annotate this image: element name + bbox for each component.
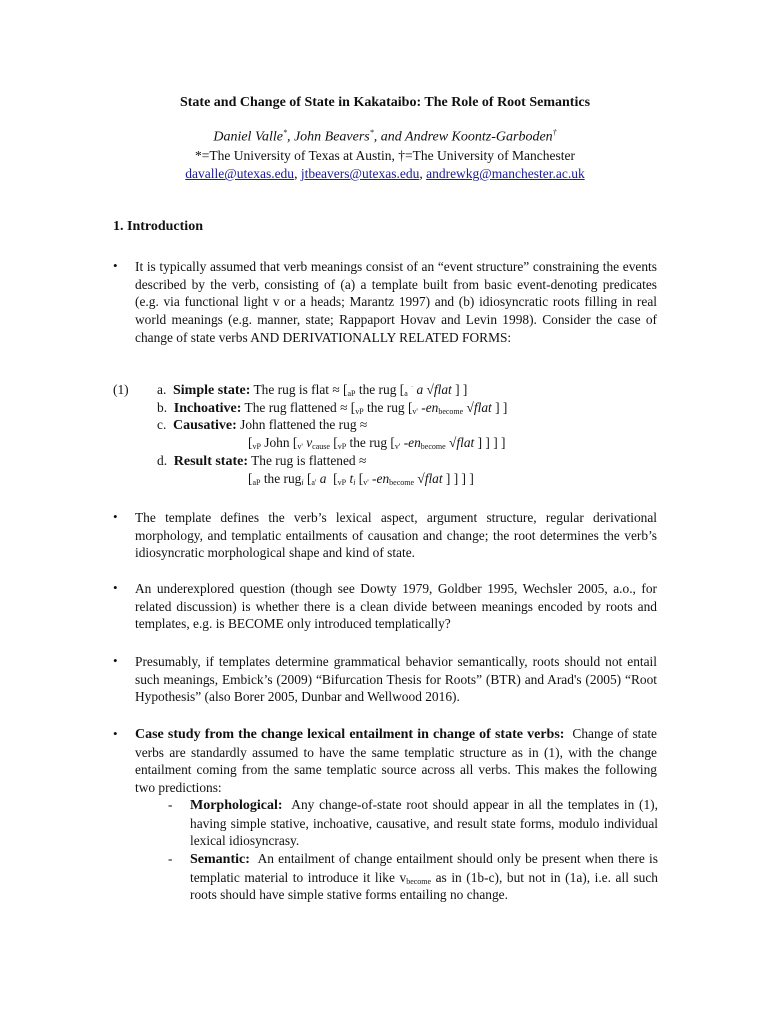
dash-icon: -	[168, 851, 173, 866]
section-heading: 1. Introduction	[113, 219, 203, 234]
example-1c: c. Causative: John flattened the rug ≈	[157, 417, 368, 433]
bullet-paragraph-3: An underexplored question (though see Dowty 1979, Goldber 1995, Wechsler 2005, a.o., for related discussion) is whether there is a clean divide between meanings encoded by roots and templates, e.g. is BECOME only introduced templatically?	[135, 581, 657, 632]
bullet-icon: •	[113, 258, 118, 273]
prediction-semantic: Semantic: An entailment of change entailment should only be present when there is templatic material to introduce it like $v_{become}$ as in (1b-c), but not in (1a), i.e. all such roots should have simple stative forms entailing no change.	[190, 851, 659, 903]
example-1a: a. Simple state: The rug is flat ≈ [$_{aP}$ the rug [$_a$ · a √flat ] ]	[157, 382, 468, 398]
bullet-icon: •	[113, 653, 118, 668]
example-1c-structure: [$_{vP}$ John [$_{v'}$ $v_{cause}$ [$_{vP}$ the rug [$_{v'}$ $-en_{become}$ √flat ] ] ] ]	[248, 435, 506, 451]
bullet-paragraph-1: It is typically assumed that verb meanings consist of an “event structure” constraining the events described by the verb, consisting of (a) a template built from basic event-denoting predicates (e.g. via functional light v or a heads; Marantz 1997) and (b) idiosyncratic roots filling in real world meanings (e.g. manner, state; Rappaport Hovav and Levin 1998). Consider the case of change of state verbs AND DERIVATIONALLY RELATED FORMS:	[135, 259, 657, 345]
bullet-paragraph-5: Case study from the change lexical entailment in change of state verbs: Change of state verbs are standardly assumed to have the same templatic structure as in (1), with the change entailment coming from the same templatic source across all verbs. This makes the following two predictions:	[135, 726, 657, 796]
bullet-paragraph-4: Presumably, if templates determine grammatical behavior semantically, roots should not entail such meanings, Embick’s (2009) “Bifurcation Thesis for Roots” (BTR) and Arad's (2005) “Root Hypothesis” (also Borer 2005, Dunbar and Wellwood 2016).	[135, 654, 657, 705]
paper-title: State and Change of State in Kakataibo: The Role of Root Semantics	[179, 95, 591, 110]
example-1d: d. Result state: The rug is flattened ≈	[157, 453, 367, 469]
example-number: (1)	[113, 382, 129, 397]
dash-icon: -	[168, 797, 173, 812]
affiliations: *=The University of Texas at Austin, †=The University of Manchester	[195, 148, 575, 163]
email-link-valle[interactable]: davalle@utexas.edu	[185, 166, 295, 181]
authors: Daniel Valle*, John Beavers*, and Andrew Koontz-Garboden†	[213, 128, 557, 145]
prediction-morphological: Morphological: Any change-of-state root should appear in all the templates in (1), having simple stative, inchoative, causative, and result state forms, modulo individual lexical idiosyncrasy.	[190, 797, 658, 849]
example-1b: b. Inchoative: The rug flattened ≈ [$_{vP}$ the rug [$_{v'}$ $-en_{become}$ √flat ] ]	[157, 400, 508, 416]
example-1d-structure: [$_{aP}$ the rug$_i$ [$_{a'}$ a [$_{vP}$ $t_i$ [$_{v'}$ $-en_{become}$ √flat ] ] ] ]	[248, 471, 474, 487]
bullet-icon: •	[113, 509, 118, 524]
email-link-koontz[interactable]: andrewkg@manchester.ac.uk	[426, 166, 585, 181]
bullet-icon: •	[113, 726, 118, 741]
email-link-beavers[interactable]: jtbeavers@utexas.edu	[300, 166, 420, 181]
email-links: davalle@utexas.edu, jtbeavers@utexas.edu, andrewkg@manchester.ac.uk	[185, 166, 585, 181]
bullet-icon: •	[113, 580, 118, 595]
bullet-paragraph-2: The template defines the verb’s lexical aspect, argument structure, regular derivational morphology, and templatic entailments of causation and change; the root determines the verb’s idiosyncratic morphological shape and kind of state.	[135, 510, 657, 561]
